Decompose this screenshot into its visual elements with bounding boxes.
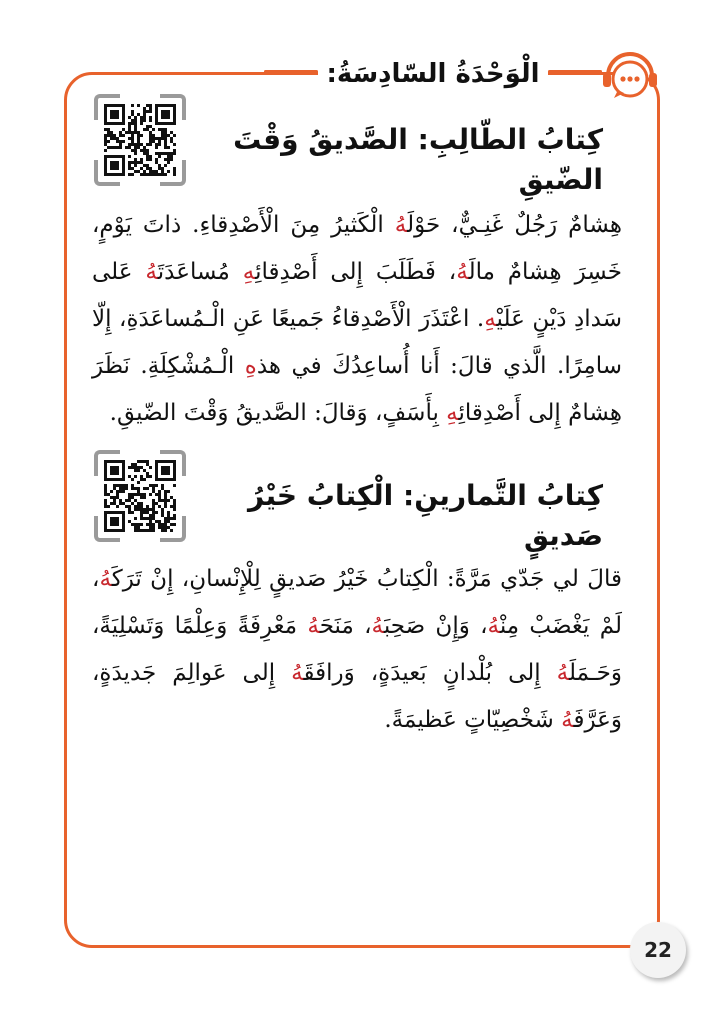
paragraph-text: هِشامٌ رَجُلٌ غَنِـيٌّ، حَوْلَ — [407, 212, 623, 238]
page-number: 22 — [630, 922, 686, 978]
highlighted-pronoun: هُ — [556, 660, 570, 686]
paragraph-text: شَخْصِيّاتٍ عَظيمَةً. — [384, 707, 562, 733]
paragraph-text: بِأَسَفٍ، وَقالَ: الصَّديقُ وَقْتَ الضّيقِ. — [109, 400, 447, 426]
highlighted-pronoun: هُ — [145, 259, 158, 285]
paragraph-text: مُساعَدَتَ — [157, 259, 243, 285]
title-dash-left — [264, 70, 318, 73]
paragraph-text: . اعْتَذَرَ الْأَصْدِقاءُ جَميعًا عَنِ الْـمُساعَدَةِ، إِلّا سامِرًا. الَّذي قالَ: أَنا أُساعِدُكَ في هذ — [92, 306, 622, 379]
highlighted-pronoun: هُ — [561, 707, 574, 733]
highlighted-pronoun: هِ — [446, 400, 459, 426]
highlighted-pronoun: هُ — [394, 212, 408, 238]
section-title-student-book: كِتابُ الطّالِبِ: الصَّديقُ وَقْتَ الضّيقِ — [233, 123, 603, 196]
paragraph-text: ، مَنَحَ — [319, 613, 372, 639]
highlighted-pronoun: هُ — [487, 613, 500, 639]
paragraph-exercise-book — [92, 556, 622, 744]
paragraph-text: قالَ لي جَدّي مَرَّةً: الْكِتابُ خَيْرُ صَديقٍ لِلْإِنْسانِ، إِنْ تَرَكَ — [111, 566, 622, 592]
unit-title: الْوَحْدَةُ السّادِسَةُ: — [318, 54, 548, 94]
paragraph-text: الْكَثيرُ مِنَ الْأَصْدِقاءِ. ذاتَ يَوْمٍ، خَسِرَ هِشامٌ مالَ — [92, 212, 623, 285]
paragraph-text: إِلى عَوالِمَ جَديدَةٍ، وَعَرَّفَ — [92, 660, 622, 733]
paragraph-text: ، وَإِنْ صَحِبَ — [383, 613, 488, 639]
title-dash-right — [548, 70, 602, 73]
highlighted-pronoun: هُ — [99, 566, 112, 592]
highlighted-pronoun: هِ — [242, 259, 256, 285]
qr-code-student-book[interactable] — [94, 94, 186, 186]
paragraph-text: ، فَطَلَبَ إِلى أَصْدِقائِ — [255, 259, 457, 285]
chat-bubble-headset-icon — [600, 46, 660, 106]
highlighted-pronoun: هُ — [307, 613, 320, 639]
paragraph-text: عَلى سَدادِ دَيْنٍ عَلَيْ — [92, 259, 622, 332]
highlighted-pronoun: هُ — [371, 613, 384, 639]
qr-code-exercise-book[interactable] — [94, 450, 186, 542]
highlighted-pronoun: هُ — [456, 259, 469, 285]
section-title-exercise-book: كِتابُ التَّمارينِ: الْكِتابُ خَيْرُ صَديقٍ — [248, 479, 603, 552]
highlighted-pronoun: هِ — [484, 306, 497, 332]
highlighted-pronoun: هِ — [244, 353, 257, 379]
paragraph-text: إِلى بُلْدانٍ بَعيدَةٍ، وَرافَقَ — [303, 660, 557, 686]
paragraph-student-book — [92, 202, 622, 437]
qr-code-icon — [104, 104, 176, 176]
highlighted-pronoun: هُ — [291, 660, 304, 686]
paragraph-text: ، لَمْ يَغْضَبْ مِنْ — [92, 566, 623, 639]
paragraph-text: مَعْرِفَةً وَعِلْمًا وَتَسْلِيَةً، وَحَـمَلَ — [92, 613, 622, 686]
paragraph-text: الْـمُشْكِلَةِ. نَظَرَ هِشامٌ إِلى أَصْدِقائِ — [92, 353, 622, 426]
qr-code-icon — [104, 460, 176, 532]
